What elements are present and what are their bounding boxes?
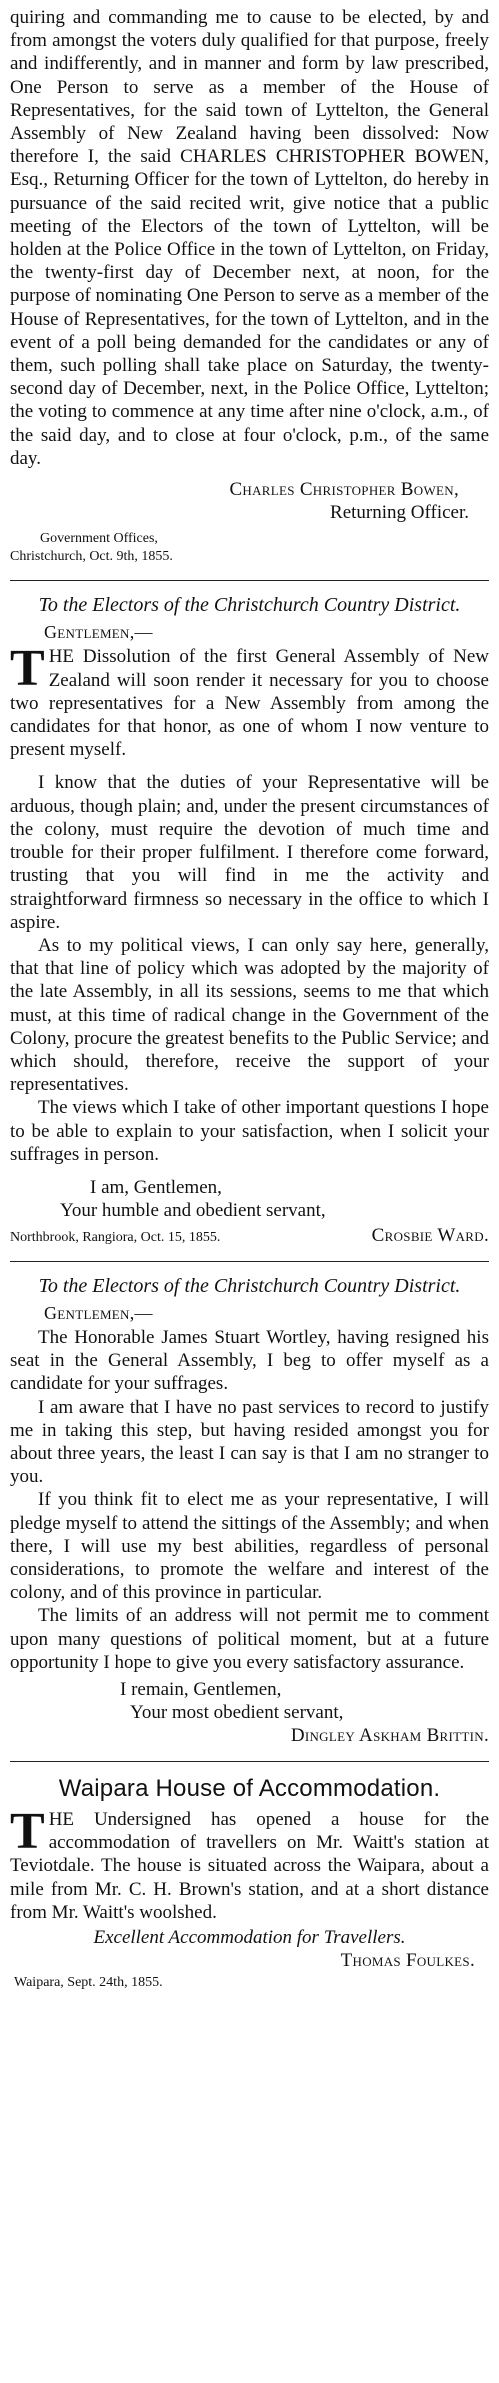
ad-paragraph: THE Undersigned has opened a house for the accommodation of travellers on Mr. Waitt's station at Teviotdale. The house is situated across the Waipara, about a mile from Mr. C. H. Brown's station, and at a short distance from Mr. Waitt's woolshed. [10,1802,489,1923]
closing-line: I am, Gentlemen, [90,1176,222,1198]
notice-heading: To the Electors of the Christchurch Country District. [38,594,461,617]
signature-title: Returning Officer. [330,502,469,524]
paragraph: The Honorable James Stuart Wortley, having resigned his seat in the General Assembly, I beg to offer myself as a candidate for your suffrages. [10,1326,489,1395]
drop-cap: T [10,640,45,698]
opening-paragraph: THE Dissolution of the first General Assembly of New Zealand will soon render it necessary for you to choose two representatives for a New Assembly from among the candidates for that honor, as one of whom I now venture to present myself. [10,640,489,761]
signature-name: Charles Christopher Bowen, [229,479,459,501]
paragraph: If you think fit to elect me as your representative, I will pledge myself to attend the sittings of the Assembly; and when there, I will use my best abilities, regardless of personal considerations, to promote the welfare and interest of the colony, and of this province in particular. [10,1489,489,1604]
salutation: Gentlemen,— [44,1302,153,1323]
waipara-accommodation-ad [10,1774,489,1992]
signature-row [10,1224,489,1247]
paragraph: I am aware that I have no past services to record to justify me in taking this step, but having resided amongst you for about three years, the least I can say is that I am no stranger to you. [10,1396,489,1488]
paragraph: As to my political views, I can only say here, generally, that that line of policy which was adopted by the majority of the late Assembly, in all its sessions, seems to me that which must, at this time of radical change in the Government of the Colony, procure the greatest benefits to the Public Service; and which should, therefore, receive the support of your representatives. [10,934,489,1096]
ad-tagline: Excellent Accommodation for Travellers. [93,1927,406,1948]
place-date: Waipara, Sept. 24th, 1855. [14,1975,163,1991]
signature: Dingley Askham Brittin. [290,1724,489,1746]
divider [10,1261,489,1262]
salutation: Gentlemen,— [44,622,153,643]
closing-line: Your most obedient servant, [130,1701,344,1723]
paragraph: The limits of an address will not permit me to comment upon many questions of political moment, but at a future opportunity I hope to give you every satisfactory assurance. [10,1605,489,1673]
closing-line: I remain, Gentlemen, [120,1678,282,1700]
closing-line: Your humble and obedient servant, [60,1199,326,1221]
ad-heading: Waipara House of Accommodation. [58,1774,441,1802]
paragraph: The views which I take of other important questions I hope to be able to explain to your satisfaction, when I solicit your suffrages in person. [10,1097,489,1165]
signature: Thomas Foulkes. [340,1950,475,1972]
brittin-address [10,1274,489,1747]
address-date: Christchurch, Oct. 9th, 1855. [10,549,173,565]
address-line: Government Offices, [40,531,158,547]
signature: Crosbie Ward. [371,1224,489,1246]
drop-cap: T [10,1802,45,1860]
crosbie-ward-address [10,593,489,1246]
notice-heading: To the Electors of the Christchurch Country District. [38,1274,461,1297]
place-date: Northbrook, Rangiora, Oct. 15, 1855. [10,1229,221,1245]
divider [10,580,489,581]
divider [10,1761,489,1762]
notice-paragraph: quiring and commanding me to cause to be elected, by and from amongst the voters duly qualified for that purpose, freely and indifferently, and in manner and form by law prescribed, One Person to serve as a member of the House of Representatives, for the said town of Lyttelton, the General Assembly of New Zealand having been dissolved: Now therefore I, the said CHARLES CHRISTOPHER BOWEN, Esq., Returning Officer for the town of Lyttelton, do hereby in pursuance of the said recited writ, give notice that a public meeting of the Electors of the town of Lyttelton, will be holden at the Police Office in the town of Lyttelton, on Friday, the twenty-first day of December next, at noon, for the purpose of nominating One Person to serve as a member of the House of Representatives, for the town of Lyttelton, and in the event of a poll being demanded for the candidates or any of them, such polling shall take place on Saturday, the twenty-second day of December, next, in the Police Office, Lyttelton; the voting to commence at any time after nine o'clock, a.m., of the said day, and to close at four o'clock, p.m., of the same day. [10,7,489,469]
paragraph: I know that the duties of your Representative will be arduous, though plain; and, under the present circumstances of the colony, must require the devotion of much time and trouble for their proper fulfilment. I therefore come forward, trusting that you will find in me the activity and straightforward firmness so necessary in the office to which I aspire. [10,772,489,933]
returning-officer-notice [10,6,489,566]
